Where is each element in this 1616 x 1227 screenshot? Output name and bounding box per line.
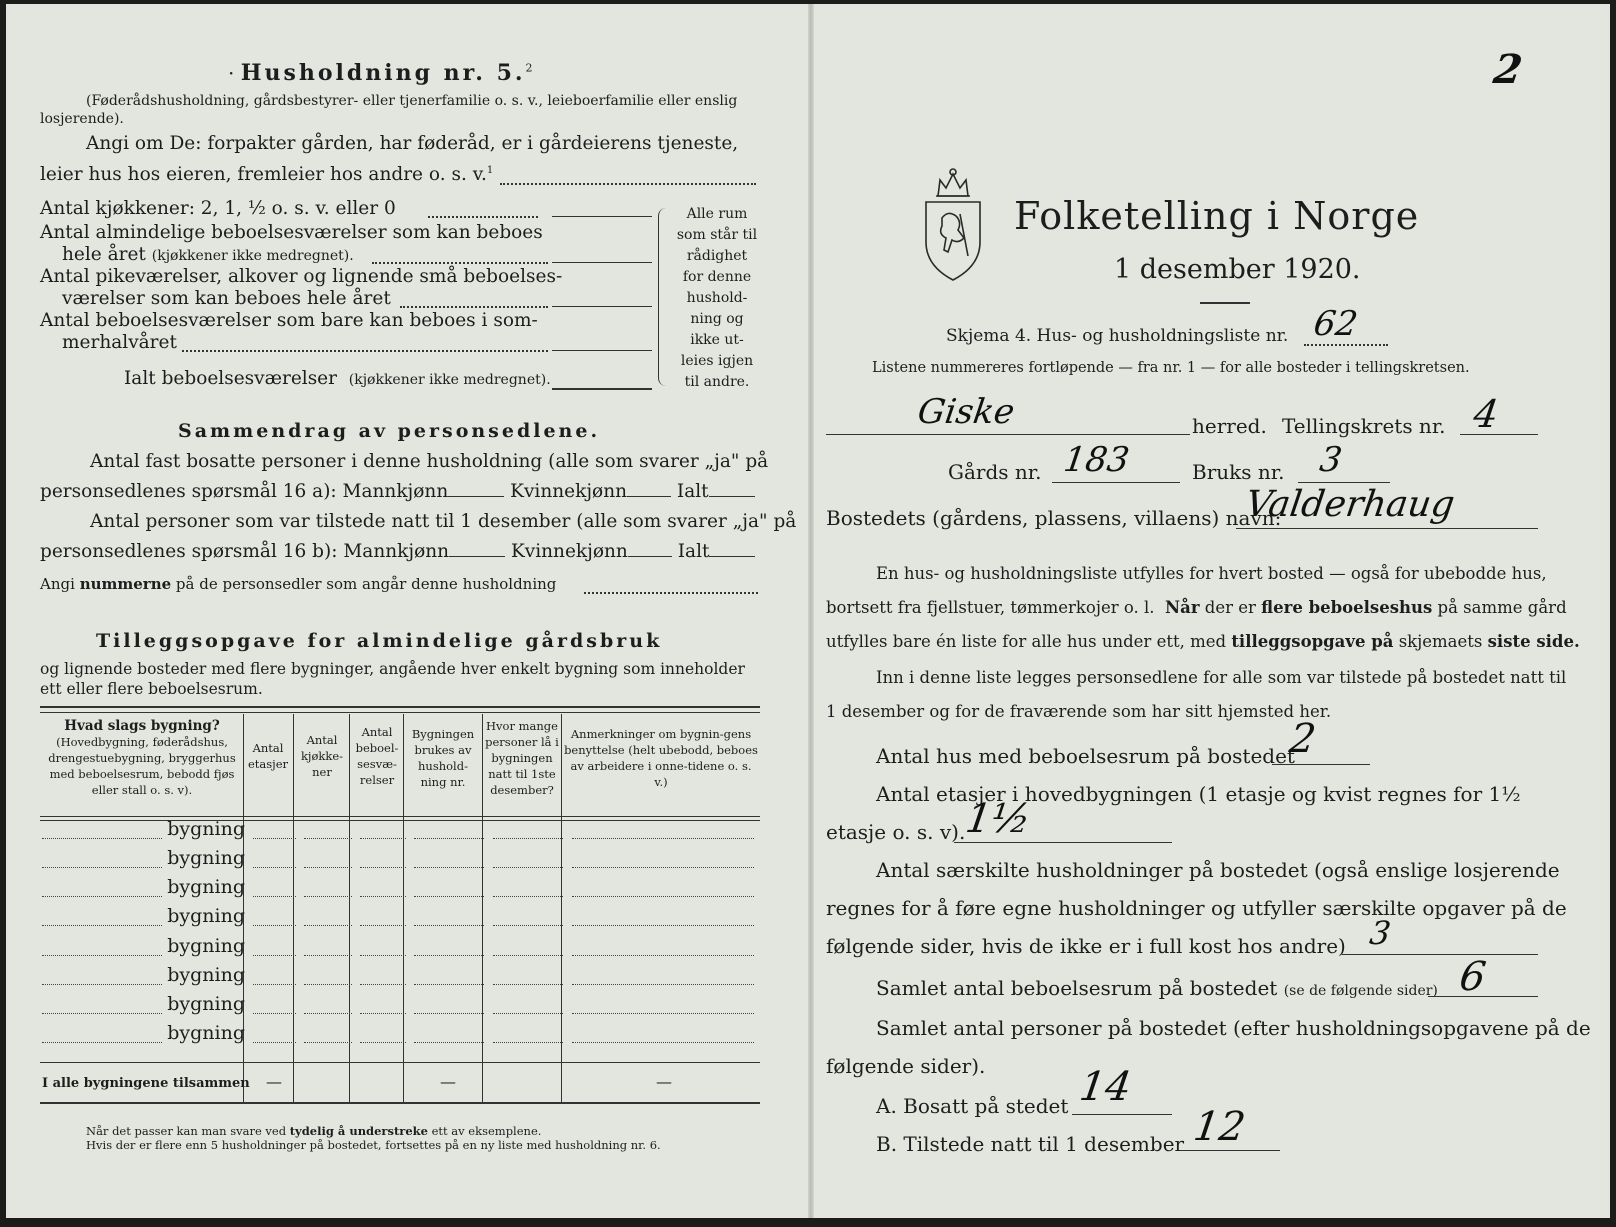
present-line (1180, 1150, 1280, 1151)
question-ordinary-rooms: Antal almindelige beboelsesværelser som kan beboes (40, 222, 543, 243)
question-summer-rooms-2: merhalvåret (62, 332, 177, 353)
bosted-value: Valderhaug (1243, 484, 1457, 525)
col-header-household-no: Bygningen brukes av hushold-ning nr. (411, 727, 475, 789)
col-header-kitchens: Antal kjøkke-ner (300, 733, 344, 779)
bosted-line (1236, 528, 1538, 529)
krets-line (1460, 434, 1538, 435)
list-number-value: 62 (1311, 304, 1361, 344)
building-row-label: bygning (167, 935, 245, 957)
summary-line-4: personsedlenes spørsmål 16 b): Mannkjønn Kvinnekjønn Ialt (40, 541, 755, 562)
table-cell-line (414, 955, 484, 956)
angi-line-1: Angi om De: forpakter gården, har føderåd, er i gårdeierens tjeneste, (86, 133, 739, 154)
table-cell-line (572, 1013, 754, 1014)
table-cell-line (304, 955, 352, 956)
table-cell-line (572, 955, 754, 956)
summary-line-1: Antal fast bosatte personer i denne husholdning (alle som svarer „ja" på (90, 451, 769, 472)
angi-line-2: leier hus hos eieren, fremleier hos andre o. s. v.$^1$ (40, 164, 494, 185)
question-maid-rooms-2: værelser som kan beboes hele året (62, 288, 391, 309)
brace-note-line: hushold- (686, 290, 748, 306)
households-line (1342, 954, 1538, 955)
question-total-rooms: Ialt beboelsesværelser (kjøkkener ikke medregnet). (124, 368, 551, 389)
total-dash: — (656, 1072, 672, 1091)
question-kitchens: Antal kjøkkener: 2, 1, ½ o. s. v. eller 0 (40, 198, 396, 219)
building-row-label: bygning (167, 1022, 245, 1044)
table-cell-line (42, 867, 162, 868)
table-cell-line (304, 925, 352, 926)
brace-note-line: til andre. (684, 374, 750, 390)
total-dash: — (440, 1072, 456, 1091)
table-cell-line (253, 925, 296, 926)
table-cell-line (414, 896, 484, 897)
gards-label: Gårds nr. (948, 460, 1042, 484)
brace-note-line: leies igjen (680, 353, 754, 369)
summary-line-2: personsedlenes spørsmål 16 a): Mannkjønn Kvinnekjønn Ialt (40, 481, 755, 502)
list-number-line (1304, 344, 1388, 346)
table-cell-line (360, 896, 406, 897)
instruction-1-line-3: utfylles bare én liste for alle hus under ett, med tilleggsopgave på skjemaets siste side. (826, 632, 1580, 651)
summer-rooms-dots (182, 350, 548, 352)
supplement-line-1: og lignende bosteder med flere bygninger, angående hver enkelt bygning som inneholder (40, 660, 745, 678)
building-row-label: bygning (167, 818, 245, 840)
table-cell-line (42, 1013, 162, 1014)
instruction-2-line-1: Inn i denne liste legges personsedlene for alle som var tilstede på bostedet natt til (876, 668, 1567, 687)
table-cell-line (253, 1013, 296, 1014)
question-persons-1: Samlet antal personer på bostedet (efter husholdningsopgavene på de (876, 1016, 1591, 1040)
brace-note-line: ikke ut- (690, 332, 744, 348)
herred-value: Giske (915, 392, 1018, 432)
question-present: B. Tilstede natt til 1 desember (876, 1132, 1185, 1156)
houses-value: 2 (1286, 716, 1319, 762)
household-subnote: (Føderådshusholdning, gårdsbestyrer- eller tjenerfamilie o. s. v., leieboerfamilie eller enslig losjerende). (40, 93, 738, 127)
table-cell-line (493, 984, 563, 985)
brace-note-line: ning og (690, 311, 744, 327)
gards-value: 183 (1061, 440, 1132, 480)
table-cell-line (414, 984, 484, 985)
houses-line (1272, 764, 1370, 765)
angi-nummerne-line (584, 592, 758, 594)
footnote-2: Hvis der er flere enn 5 husholdninger på bostedet, fortsettes på en ny liste med husholdning nr. 6. (86, 1138, 661, 1152)
col-header-rooms: Antal beboel-sesvæ-relser (355, 725, 399, 787)
floors-line (954, 842, 1172, 843)
table-cell-line (493, 1042, 563, 1043)
table-cell-line (304, 867, 352, 868)
table-cell-line (414, 867, 484, 868)
herred-line (826, 434, 1190, 435)
question-households-1: Antal særskilte husholdninger på bostedet (også enslige losjerende (876, 858, 1560, 882)
building-row-label: bygning (167, 876, 245, 898)
question-houses: Antal hus med beboelsesrum på bostedet (876, 744, 1295, 768)
table-cell-line (493, 867, 563, 868)
table-cell-line (42, 1042, 162, 1043)
table-cell-line (304, 1013, 352, 1014)
present-value: 12 (1190, 1104, 1249, 1150)
table-cell-line (360, 955, 406, 956)
table-cell-line (253, 896, 296, 897)
col-header-persons: Hvor mange personer lå i bygningen natt til 1ste desember? (485, 719, 559, 797)
table-cell-line (414, 1042, 484, 1043)
supplement-line-2: ett eller flere beboelsesrum. (40, 680, 263, 698)
question-rooms: Samlet antal beboelsesrum på bostedet (se de følgende sider) (876, 976, 1438, 1000)
numbering-note: Listene nummereres fortløpende — fra nr. 1 — for alle bosteder i tellingskretsen. (872, 360, 1470, 376)
rooms-line (1428, 996, 1538, 997)
question-floors-1: Antal etasjer i hovedbygningen (1 etasje og kvist regnes for 1½ (876, 782, 1521, 806)
household-title: · Husholdning nr. 5.$^2$ (228, 60, 533, 86)
kitchens-dots (428, 216, 538, 218)
building-row-label: bygning (167, 993, 245, 1015)
kitchens-answer-line (552, 216, 652, 217)
table-cell-line (360, 1042, 406, 1043)
table-cell-line (572, 867, 754, 868)
brace-note-line: rådighet (686, 248, 748, 264)
brace-bracket (658, 208, 669, 386)
table-cell-line (493, 925, 563, 926)
total-dash: — (266, 1072, 282, 1091)
brace-note-line: for denne (682, 269, 752, 285)
col-header-floors: Antal etasjer (247, 741, 289, 771)
households-value: 3 (1367, 914, 1394, 952)
brace-note (674, 204, 760, 393)
page-fold (808, 4, 814, 1218)
table-cell-line (304, 984, 352, 985)
rooms-value: 6 (1456, 954, 1489, 1000)
question-ordinary-rooms-2: hele året (kjøkkener ikke medregnet). (62, 244, 354, 265)
bruks-line (1298, 482, 1390, 483)
question-maid-rooms: Antal pikeværelser, alkover og lignende små beboelses- (40, 266, 563, 287)
question-resident: A. Bosatt på stedet (876, 1094, 1069, 1118)
instruction-1-line-2: bortsett fra fjellstuer, tømmerkojer o. l. Når der er flere beboelseshus på samme gård (826, 598, 1567, 617)
resident-line (1072, 1114, 1172, 1115)
table-cell-line (304, 1042, 352, 1043)
title-rule (1200, 302, 1250, 304)
table-cell-line (572, 838, 754, 839)
summer-rooms-answer-line (552, 350, 652, 351)
angi-nummerne: Angi nummerne på de personsedler som angår denne husholdning (40, 575, 557, 593)
table-cell-line (493, 1013, 563, 1014)
brace-note-line: som står til (676, 227, 758, 243)
table-cell-line (304, 896, 352, 897)
resident-value: 14 (1076, 1064, 1135, 1110)
table-cell-line (42, 838, 162, 839)
question-persons-2: følgende sider). (826, 1054, 986, 1078)
form-title: Folketelling i Norge (1014, 194, 1420, 238)
table-cell-line (414, 1013, 484, 1014)
maid-rooms-answer-line (552, 306, 652, 307)
table-cell-line (42, 896, 162, 897)
table-cell-line (253, 838, 296, 839)
summary-title: Sammendrag av personsedlene. (178, 420, 601, 442)
form-date: 1 desember 1920. (1114, 254, 1361, 285)
table-cell-line (304, 838, 352, 839)
table-cell-line (572, 896, 754, 897)
building-row-label: bygning (167, 905, 245, 927)
table-cell-line (360, 984, 406, 985)
supplement-title: Tilleggsopgave for almindelige gårdsbruk (96, 630, 663, 652)
table-cell-line (253, 1042, 296, 1043)
ordinary-rooms-dots (372, 262, 548, 264)
table-cell-line (253, 984, 296, 985)
instruction-1-line-1: En hus- og husholdningsliste utfylles for hvert bosted — også for ubebodde hus, (876, 564, 1547, 583)
floors-value: 1½ (962, 796, 1034, 842)
table-cell-line (572, 925, 754, 926)
table-cell-line (414, 925, 484, 926)
table-cell-line (493, 955, 563, 956)
page-number-mark: 2 (1490, 46, 1526, 93)
krets-value: 4 (1470, 392, 1502, 436)
bruks-label: Bruks nr. (1192, 460, 1285, 484)
table-cell-line (360, 925, 406, 926)
building-row-label: bygning (167, 964, 245, 986)
instruction-2-line-2: 1 desember og for de fraværende som har sitt hjemsted her. (826, 702, 1332, 721)
table-cell-line (414, 838, 484, 839)
total-rooms-answer-line (552, 388, 652, 390)
table-cell-line (572, 984, 754, 985)
ordinary-rooms-answer-line (552, 262, 652, 263)
table-cell-line (360, 867, 406, 868)
summary-line-3: Antal personer som var tilstede natt til 1 desember (alle som svarer „ja" på (90, 511, 797, 532)
question-households-2: regnes for å føre egne husholdninger og utfyller særskilte opgaver på de (826, 896, 1567, 920)
table-cell-line (253, 955, 296, 956)
total-row-label: I alle bygningene tilsammen (42, 1076, 250, 1091)
table-cell-line (572, 1042, 754, 1043)
gards-line (1052, 482, 1180, 483)
norway-coat-of-arms-icon (918, 166, 988, 284)
schema-line: Skjema 4. Hus- og husholdningsliste nr. (946, 326, 1289, 346)
footnote-1: Når det passer kan man svare ved tydelig å understreke ett av eksemplene. (86, 1124, 542, 1138)
table-cell-line (493, 838, 563, 839)
table-cell-line (42, 955, 162, 956)
table-cell-line (42, 925, 162, 926)
question-summer-rooms: Antal beboelsesværelser som bare kan beboes i som- (40, 310, 538, 331)
maid-rooms-dots (400, 306, 548, 308)
table-cell-line (360, 1013, 406, 1014)
table-cell-line (360, 838, 406, 839)
building-row-label: bygning (167, 847, 245, 869)
question-floors-2: etasje o. s. v). (826, 820, 966, 844)
col-header-remarks: Anmerkninger om bygnin-gens benyttelse (helt ubebodd, beboes av arbeidere i onne-tidene o. s. v.) (564, 727, 758, 789)
herred-label: herred. (1192, 414, 1267, 438)
col-header-building-type: Hvad slags bygning? (Hovedbygning, føderådshus, drengestuebygning, bryggerhus med beboelsesrum, bebodd fjøs eller stall o. s. v). (48, 718, 236, 797)
krets-label: Tellingskrets nr. (1282, 414, 1446, 438)
question-households-3: følgende sider, hvis de ikke er i full kost hos andre) (826, 934, 1346, 958)
table-cell-line (253, 867, 296, 868)
brace-note-line: Alle rum (686, 206, 748, 222)
bosted-label: Bostedets (gårdens, plassens, villaens) navn: (826, 506, 1282, 530)
table-cell-line (42, 984, 162, 985)
table-cell-line (493, 896, 563, 897)
angi-answer-line (500, 183, 756, 185)
bruks-value: 3 (1317, 440, 1345, 480)
